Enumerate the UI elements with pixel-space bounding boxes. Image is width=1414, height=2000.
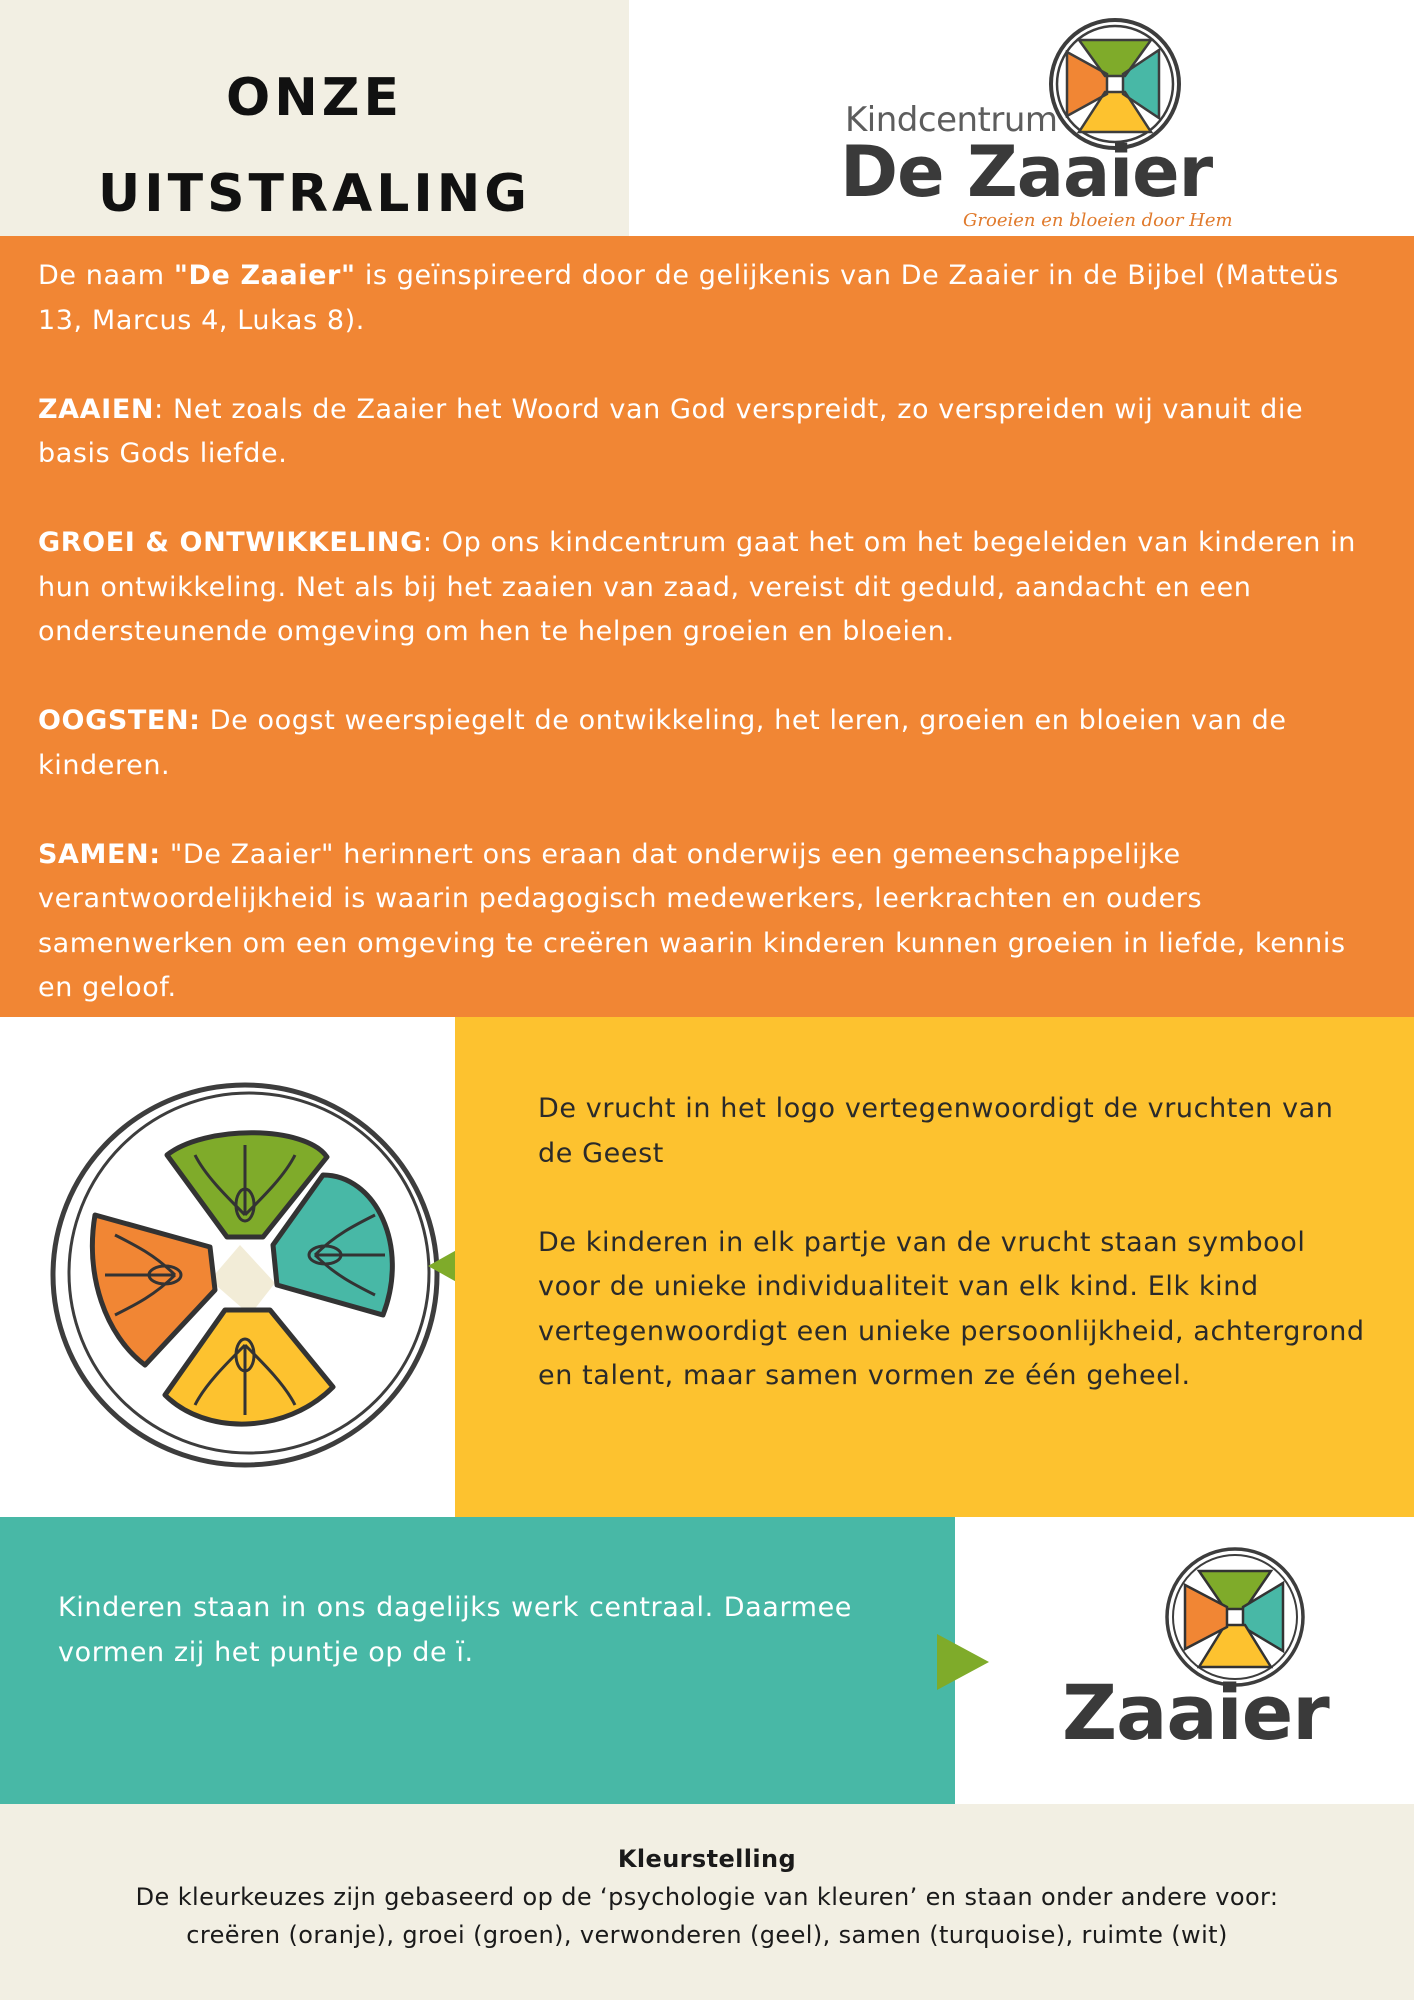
fruit-paragraph-1: De vrucht in het logo vertegenwoordigt de vruchten van de Geest bbox=[538, 1093, 1334, 1169]
samen-paragraph bbox=[38, 833, 1376, 1011]
fruit-logo-icon bbox=[40, 1045, 460, 1475]
fruit-paragraph-2: De kinderen in elk partje van de vrucht staan symbool voor de unieke individualiteit van elk kind. Elk kind vertegenwoordigt een unieke persoonlijkheid, achtergrond en talent, maar samen vormen ze één geheel. bbox=[538, 1226, 1365, 1391]
triangle-right-icon bbox=[937, 1634, 989, 1690]
footer-line-2: creëren (oranje), groei (groen), verwonderen (geel), samen (turquoise), ruimte (wit) bbox=[186, 1921, 1228, 1949]
footer-title: Kleurstelling bbox=[617, 1845, 797, 1873]
samen-label: SAMEN: bbox=[38, 838, 161, 870]
intro-paragraph bbox=[38, 254, 1376, 343]
page-title bbox=[0, 50, 629, 242]
intro-section bbox=[0, 236, 1414, 1017]
groei-text: : Op ons kindcentrum gaat het om het begeleiden van kinderen in hun ontwikkeling. Net als bij het zaaien van zaad, vereist dit geduld, aandacht en een ondersteunende omgeving om hen te helpen groeien en bloeien. bbox=[38, 527, 1357, 647]
logo-subtitle: Kindcentrum bbox=[845, 100, 1058, 140]
children-section bbox=[0, 1517, 955, 1804]
zaaien-text: : Net zoals de Zaaier het Woord van God verspreidt, zo verspreiden wij vanuit die basis Gods liefde. bbox=[38, 393, 1304, 469]
intro-text-rest: is geïnspireerd door de gelijkenis van De Zaaier in de Bijbel (Matteüs 13, Marcus 4, Lukas 8). bbox=[38, 260, 1339, 336]
intro-text: De naam bbox=[38, 260, 174, 291]
logo-tagline: Groeien en bloeien door Hem bbox=[963, 210, 1233, 231]
zaaien-label: ZAAIEN bbox=[38, 393, 155, 425]
title-line-1: ONZE bbox=[226, 68, 403, 128]
intro-name: "De Zaaier" bbox=[173, 260, 356, 291]
groei-label: GROEI & ONTWIKKELING bbox=[38, 527, 423, 558]
fruit-section bbox=[455, 1017, 1414, 1517]
oogsten-label: OOGSTEN: bbox=[38, 705, 201, 736]
title-line-2: UITSTRALING bbox=[98, 164, 531, 224]
children-text: Kinderen staan in ons dagelijks werk centraal. Daarmee vormen zij het puntje op de ï. bbox=[58, 1592, 852, 1668]
small-logo-word: Zaaier bbox=[1062, 1668, 1329, 1757]
groei-paragraph bbox=[38, 521, 1376, 655]
color-footer bbox=[0, 1804, 1414, 2000]
zaaien-paragraph bbox=[38, 388, 1376, 477]
oogsten-text: De oogst weerspiegelt de ontwikkeling, het leren, groeien en bloeien van de kinderen. bbox=[38, 705, 1287, 781]
footer-line-1: De kleurkeuzes zijn gebaseerd op de ‘psychologie van kleuren’ en staan onder andere voor: bbox=[135, 1883, 1279, 1911]
samen-text: "De Zaaier" herinnert ons eraan dat onderwijs een gemeenschappelijke verantwoordelijkheid is waarin pedagogisch medewerkers, leerkrachten en ouders samenwerken om een omgeving te creëren waarin kinderen kunnen groeien in liefde, kennis en geloof. bbox=[38, 838, 1346, 1003]
logo-name: De Zaaier bbox=[840, 131, 1213, 213]
oogsten-paragraph bbox=[38, 699, 1376, 788]
